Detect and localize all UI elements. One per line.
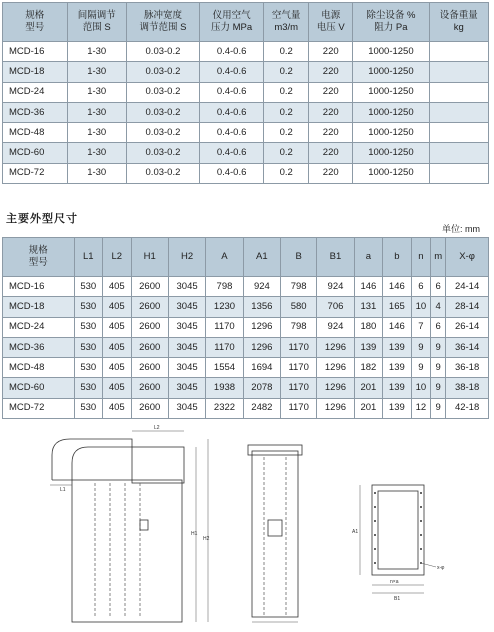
- table-cell: 2482: [243, 398, 280, 418]
- table-cell: 2600: [131, 358, 168, 378]
- header-line: 规格: [28, 245, 48, 256]
- table-cell: 0.2: [264, 82, 309, 102]
- table-cell: 0.2: [264, 102, 309, 122]
- table-cell: 1296: [317, 337, 354, 357]
- header-cell: A1: [243, 238, 280, 277]
- table-cell: 42-18: [446, 398, 489, 418]
- table-cell: 530: [74, 358, 102, 378]
- table-cell: 1296: [317, 398, 354, 418]
- model-cell: MCD-48: [3, 123, 68, 143]
- side-filter-bags: [95, 483, 140, 617]
- table-cell: 1694: [243, 358, 280, 378]
- table-cell: 9: [411, 358, 431, 378]
- table-row: [3, 42, 489, 62]
- header-cell: [264, 3, 309, 42]
- table-cell: 1-30: [67, 82, 126, 102]
- table-cell: 530: [74, 277, 102, 297]
- table-cell: [429, 123, 488, 143]
- table-cell: 2600: [131, 398, 168, 418]
- label-n-a: n×a: [390, 579, 399, 585]
- header-line: 间隔调节: [77, 10, 116, 21]
- table-cell: 405: [103, 317, 131, 337]
- table-cell: 798: [206, 277, 243, 297]
- table-cell: 530: [74, 317, 102, 337]
- table-cell: 1000-1250: [353, 62, 429, 82]
- table-cell: 0.03-0.2: [126, 62, 199, 82]
- label-a1: A1: [352, 529, 359, 535]
- spec-table: [2, 2, 489, 184]
- table-cell: 180: [354, 317, 382, 337]
- header-line: 脉冲宽度: [143, 10, 182, 21]
- header-cell: b: [383, 238, 411, 277]
- front-outlet: [268, 520, 282, 536]
- table-cell: 0.4-0.6: [199, 143, 263, 163]
- side-body-outline: [72, 480, 182, 622]
- table-cell: 1-30: [67, 102, 126, 122]
- table-row: [3, 277, 489, 297]
- model-cell: MCD-48: [3, 358, 75, 378]
- header-cell: B1: [317, 238, 354, 277]
- outline-drawings: [0, 425, 494, 632]
- table-cell: 0.4-0.6: [199, 163, 263, 183]
- header-line: 仪用空气: [212, 10, 251, 21]
- model-cell: MCD-72: [3, 398, 75, 418]
- table-cell: 1-30: [67, 62, 126, 82]
- header-cell: n: [411, 238, 431, 277]
- table-cell: 220: [309, 163, 353, 183]
- table-cell: 1296: [317, 378, 354, 398]
- table-row: [3, 143, 489, 163]
- table-cell: 0.4-0.6: [199, 123, 263, 143]
- table-cell: 1000-1250: [353, 102, 429, 122]
- table-cell: 220: [309, 143, 353, 163]
- table-cell: 201: [354, 398, 382, 418]
- header-cell: A: [206, 238, 243, 277]
- plan-inner-opening: [378, 491, 418, 569]
- table-cell: 0.03-0.2: [126, 102, 199, 122]
- table-cell: 3045: [168, 297, 205, 317]
- header-line: 规格: [25, 10, 45, 21]
- table-cell: 405: [103, 358, 131, 378]
- table-cell: 1-30: [67, 163, 126, 183]
- table-cell: 1170: [206, 337, 243, 357]
- table-cell: 924: [317, 317, 354, 337]
- flange-holes: [374, 492, 422, 564]
- dimension-table-body: [3, 277, 489, 419]
- header-line: 除尘设备 %: [366, 10, 416, 21]
- table-cell: 1170: [281, 378, 317, 398]
- table-cell: [429, 42, 488, 62]
- table-cell: 6: [411, 277, 431, 297]
- table-cell: 0.2: [264, 163, 309, 183]
- table-cell: 1000-1250: [353, 163, 429, 183]
- table-cell: 2078: [243, 378, 280, 398]
- table-cell: 4: [431, 297, 446, 317]
- header-cell: [309, 3, 353, 42]
- table-cell: 706: [317, 297, 354, 317]
- table-cell: 405: [103, 297, 131, 317]
- table-cell: 580: [281, 297, 317, 317]
- table-cell: 1-30: [67, 42, 126, 62]
- table-cell: 1296: [243, 337, 280, 357]
- table-cell: 1-30: [67, 143, 126, 163]
- plan-outer-flange: [372, 485, 424, 575]
- table-cell: 131: [354, 297, 382, 317]
- table-cell: 3045: [168, 317, 205, 337]
- table-cell: 1000-1250: [353, 143, 429, 163]
- header-cell: X-φ: [446, 238, 489, 277]
- label-h2: H2: [203, 536, 210, 542]
- table-cell: 1938: [206, 378, 243, 398]
- table-row: [3, 297, 489, 317]
- model-cell: MCD-24: [3, 317, 75, 337]
- table-row: [3, 358, 489, 378]
- table-cell: 9: [431, 358, 446, 378]
- table-cell: 1170: [281, 398, 317, 418]
- table-cell: 182: [354, 358, 382, 378]
- table-cell: 9: [431, 378, 446, 398]
- model-cell: MCD-16: [3, 277, 75, 297]
- table-cell: 220: [309, 102, 353, 122]
- table-row: [3, 163, 489, 183]
- table-cell: 6: [431, 317, 446, 337]
- table-cell: 1554: [206, 358, 243, 378]
- table-cell: 0.4-0.6: [199, 82, 263, 102]
- table-cell: 10: [411, 378, 431, 398]
- model-cell: MCD-18: [3, 297, 75, 317]
- table-row: [3, 82, 489, 102]
- side-upper-box: [132, 447, 184, 483]
- table-cell: 10: [411, 297, 431, 317]
- header-cell: L2: [103, 238, 131, 277]
- side-inlet-outer: [52, 439, 132, 480]
- header-line: kg: [453, 22, 464, 33]
- header-cell: [3, 238, 75, 277]
- table-cell: 220: [309, 42, 353, 62]
- table-cell: 36-14: [446, 337, 489, 357]
- table-cell: 9: [431, 398, 446, 418]
- table-row: [3, 337, 489, 357]
- table-cell: 530: [74, 297, 102, 317]
- side-inlet-elbow: [72, 447, 132, 480]
- table-cell: 2600: [131, 378, 168, 398]
- side-elevation-drawing: [50, 431, 208, 622]
- table-cell: 1170: [206, 317, 243, 337]
- table-cell: 0.03-0.2: [126, 163, 199, 183]
- table-cell: 146: [354, 277, 382, 297]
- table-row: [3, 378, 489, 398]
- table-row: [3, 398, 489, 418]
- table-cell: 139: [383, 378, 411, 398]
- table-cell: 26-14: [446, 317, 489, 337]
- label-b1: B1: [394, 596, 401, 602]
- table-cell: 139: [383, 358, 411, 378]
- table-cell: 0.4-0.6: [199, 62, 263, 82]
- table-cell: 0.03-0.2: [126, 82, 199, 102]
- table-cell: 0.03-0.2: [126, 123, 199, 143]
- table-cell: 924: [317, 277, 354, 297]
- table-cell: [429, 163, 488, 183]
- table-row: [3, 102, 489, 122]
- table-cell: 6: [431, 277, 446, 297]
- model-cell: MCD-36: [3, 337, 75, 357]
- label-x-phi: x-φ: [437, 565, 445, 571]
- table-cell: [429, 82, 488, 102]
- header-line: 范围 S: [82, 22, 111, 33]
- header-cell: L1: [74, 238, 102, 277]
- header-line: 压力 MPa: [211, 22, 253, 33]
- table-cell: 3045: [168, 358, 205, 378]
- label-l1: L1: [60, 487, 66, 493]
- model-cell: MCD-72: [3, 163, 68, 183]
- table-row: [3, 123, 489, 143]
- dimension-table-header-row: [3, 238, 489, 277]
- table-cell: 220: [309, 123, 353, 143]
- table-cell: 2600: [131, 297, 168, 317]
- table-cell: 1356: [243, 297, 280, 317]
- table-cell: 1000-1250: [353, 82, 429, 102]
- table-cell: 405: [103, 378, 131, 398]
- unit-label: 单位: mm: [442, 224, 480, 234]
- model-cell: MCD-60: [3, 143, 68, 163]
- table-cell: [429, 102, 488, 122]
- front-top-cap: [248, 445, 302, 455]
- header-line: 调节范围 S: [139, 22, 187, 33]
- table-cell: 165: [383, 297, 411, 317]
- table-row: [3, 317, 489, 337]
- table-cell: [429, 62, 488, 82]
- section-title: 主要外型尺寸: [6, 212, 78, 225]
- table-cell: 2600: [131, 337, 168, 357]
- header-cell: [67, 3, 126, 42]
- table-cell: 3045: [168, 277, 205, 297]
- table-cell: 38-18: [446, 378, 489, 398]
- table-cell: 146: [383, 317, 411, 337]
- header-line: 型号: [25, 22, 45, 33]
- front-elevation-drawing: [248, 445, 302, 622]
- header-line: m3/m: [274, 22, 299, 33]
- table-cell: 0.2: [264, 123, 309, 143]
- spec-table-body: [3, 42, 489, 184]
- table-cell: 146: [383, 277, 411, 297]
- front-body-outline: [252, 451, 298, 617]
- header-cell: [126, 3, 199, 42]
- table-cell: 924: [243, 277, 280, 297]
- header-cell: [3, 3, 68, 42]
- dimension-table: [2, 237, 489, 419]
- table-cell: 2600: [131, 277, 168, 297]
- header-cell: H2: [168, 238, 205, 277]
- table-cell: 798: [281, 277, 317, 297]
- table-cell: 3045: [168, 398, 205, 418]
- table-cell: 9: [411, 337, 431, 357]
- table-cell: 3045: [168, 337, 205, 357]
- table-cell: 139: [354, 337, 382, 357]
- table-cell: 1170: [281, 358, 317, 378]
- table-row: [3, 62, 489, 82]
- table-cell: 798: [281, 317, 317, 337]
- table-cell: 36-18: [446, 358, 489, 378]
- table-cell: 201: [354, 378, 382, 398]
- table-cell: 530: [74, 378, 102, 398]
- table-cell: 1230: [206, 297, 243, 317]
- table-cell: 3045: [168, 378, 205, 398]
- table-cell: 9: [431, 337, 446, 357]
- spec-table-header-row: [3, 3, 489, 42]
- table-cell: 1296: [243, 317, 280, 337]
- header-cell: [353, 3, 429, 42]
- table-cell: 530: [74, 337, 102, 357]
- model-cell: MCD-60: [3, 378, 75, 398]
- table-cell: 220: [309, 82, 353, 102]
- table-cell: 0.2: [264, 62, 309, 82]
- table-cell: 0.2: [264, 143, 309, 163]
- header-cell: H1: [131, 238, 168, 277]
- model-cell: MCD-24: [3, 82, 68, 102]
- header-cell: [429, 3, 488, 42]
- table-cell: 2322: [206, 398, 243, 418]
- plan-view-drawing: [360, 485, 436, 593]
- table-cell: 7: [411, 317, 431, 337]
- model-cell: MCD-36: [3, 102, 68, 122]
- table-cell: 405: [103, 277, 131, 297]
- table-cell: 1296: [317, 358, 354, 378]
- header-line: 阻力 Pa: [374, 22, 408, 33]
- header-line: 空气量: [271, 10, 301, 21]
- model-cell: MCD-18: [3, 62, 68, 82]
- table-cell: 0.2: [264, 42, 309, 62]
- table-cell: 1000-1250: [353, 42, 429, 62]
- table-cell: 1-30: [67, 123, 126, 143]
- table-cell: 0.4-0.6: [199, 42, 263, 62]
- side-fitting: [140, 520, 148, 530]
- table-cell: 139: [383, 337, 411, 357]
- table-cell: 0.4-0.6: [199, 102, 263, 122]
- table-cell: 0.03-0.2: [126, 143, 199, 163]
- table-cell: 24-14: [446, 277, 489, 297]
- table-cell: 405: [103, 398, 131, 418]
- header-line: 电源: [321, 10, 341, 21]
- header-line: 型号: [28, 257, 48, 268]
- table-cell: 1000-1250: [353, 123, 429, 143]
- model-cell: MCD-16: [3, 42, 68, 62]
- header-cell: B: [281, 238, 317, 277]
- header-line: 设备重量: [439, 10, 478, 21]
- table-cell: 405: [103, 337, 131, 357]
- table-cell: [429, 143, 488, 163]
- label-l2: L2: [154, 425, 160, 431]
- header-line: 电压 V: [316, 22, 345, 33]
- header-cell: m: [431, 238, 446, 277]
- label-h1: H1: [191, 531, 198, 537]
- table-cell: 1170: [281, 337, 317, 357]
- table-cell: 0.03-0.2: [126, 42, 199, 62]
- table-cell: 2600: [131, 317, 168, 337]
- table-cell: 28-14: [446, 297, 489, 317]
- table-cell: 220: [309, 62, 353, 82]
- table-cell: 12: [411, 398, 431, 418]
- header-cell: a: [354, 238, 382, 277]
- header-cell: [199, 3, 263, 42]
- table-cell: 139: [383, 398, 411, 418]
- table-cell: 530: [74, 398, 102, 418]
